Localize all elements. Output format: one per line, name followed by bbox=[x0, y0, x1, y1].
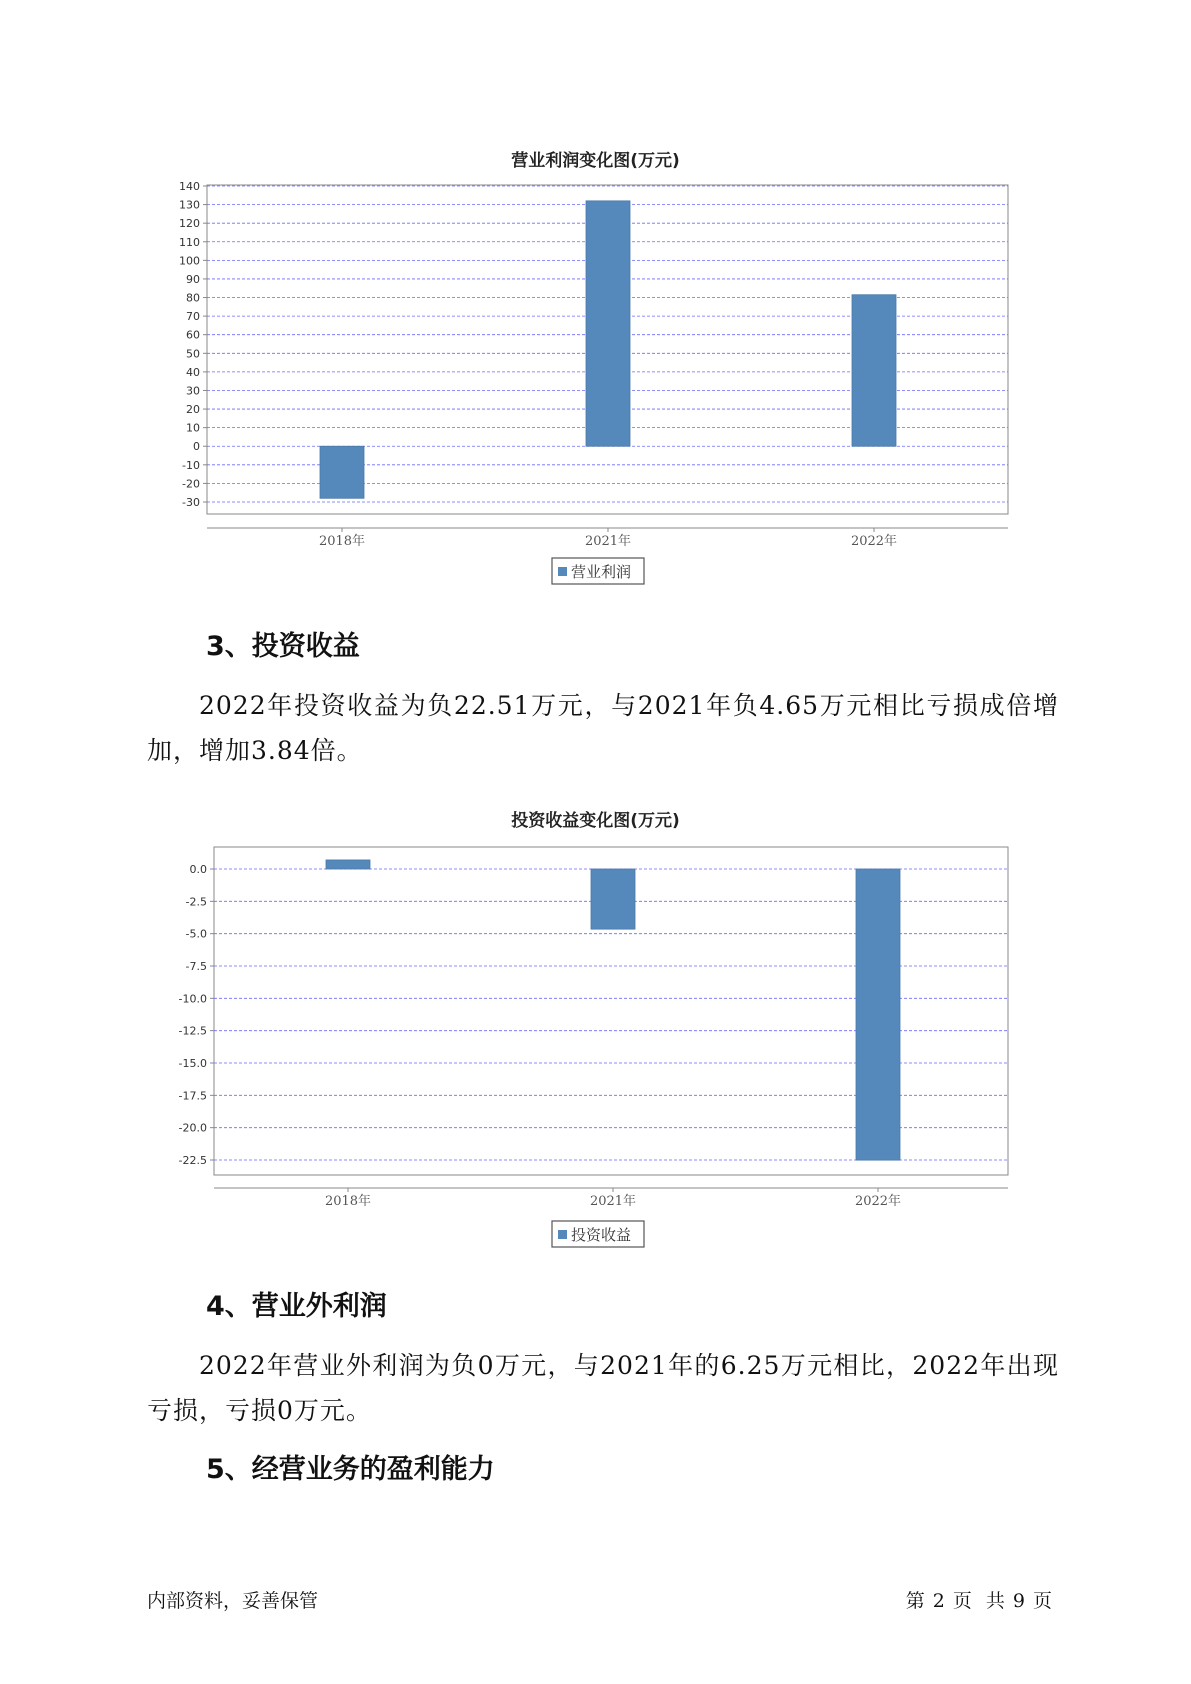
y-tick-label: 10 bbox=[186, 421, 200, 435]
section-3-heading: 3、投资收益 bbox=[206, 631, 360, 662]
y-tick-label: -5.0 bbox=[185, 927, 207, 941]
y-tick-label: 140 bbox=[179, 180, 200, 193]
y-tick-label: -20 bbox=[182, 477, 200, 491]
y-tick-label: 0 bbox=[193, 440, 200, 454]
y-tick-label: 60 bbox=[186, 328, 200, 342]
legend-label: 投资收益 bbox=[571, 1226, 632, 1244]
bar-2018年 bbox=[326, 860, 370, 869]
x-category-label: 2018年 bbox=[324, 1194, 372, 1209]
page-total: 9 bbox=[1012, 1590, 1025, 1612]
page-mid: 页 bbox=[952, 1590, 972, 1612]
legend-label: 营业利润 bbox=[571, 563, 632, 581]
chart-1-title: 营业利润变化图(万元) bbox=[511, 151, 680, 171]
footer-page-indicator bbox=[902, 1586, 1056, 1613]
page-prefix: 第 bbox=[905, 1590, 925, 1612]
section-4-heading: 4、营业外利润 bbox=[206, 1291, 387, 1322]
y-tick-label: 80 bbox=[186, 291, 200, 305]
y-tick-label: 30 bbox=[186, 384, 200, 398]
section-3-paragraph: 2022年投资收益为负22.51万元，与2021年负4.65万元相比亏损成倍增加，增加3.84倍。 bbox=[147, 691, 1059, 765]
y-tick-label: 110 bbox=[179, 235, 200, 249]
chart-2-title: 投资收益变化图(万元) bbox=[511, 811, 680, 831]
y-tick-label: -30 bbox=[182, 496, 200, 509]
y-tick-label: -17.5 bbox=[178, 1089, 207, 1103]
x-category-label: 2018年 bbox=[318, 534, 366, 549]
x-category-label: 2022年 bbox=[854, 1194, 902, 1209]
y-tick-label: -15.0 bbox=[178, 1057, 207, 1070]
page-suffix: 页 bbox=[1032, 1590, 1052, 1612]
y-tick-label: 90 bbox=[186, 272, 200, 286]
section-5-heading: 5、经营业务的盈利能力 bbox=[206, 1454, 495, 1485]
y-tick-label: 50 bbox=[186, 347, 200, 361]
y-tick-label: 40 bbox=[186, 365, 200, 379]
y-tick-label: 20 bbox=[186, 403, 200, 417]
y-tick-label: 0.0 bbox=[189, 863, 207, 876]
page-total-prefix: 共 bbox=[985, 1590, 1005, 1612]
footer-confidential-note: 内部资料，妥善保管 bbox=[147, 1590, 319, 1612]
y-tick-label: -20.0 bbox=[178, 1121, 207, 1135]
page-number: 2 bbox=[932, 1590, 945, 1612]
y-tick-label: -12.5 bbox=[178, 1024, 207, 1038]
bar-2022年 bbox=[856, 869, 900, 1160]
x-category-label: 2022年 bbox=[850, 534, 898, 549]
y-tick-label: -7.5 bbox=[185, 960, 207, 973]
x-category-label: 2021年 bbox=[584, 534, 632, 549]
y-tick-label: 100 bbox=[179, 254, 200, 268]
y-tick-label: -10.0 bbox=[178, 992, 207, 1006]
section-4-paragraph: 2022年营业外利润为负0万元，与2021年的6.25万元相比，2022年出现亏损，亏损0万元。 bbox=[147, 1351, 1059, 1425]
y-tick-label: 120 bbox=[179, 217, 200, 231]
y-tick-label: -10 bbox=[182, 458, 200, 472]
y-tick-label: 130 bbox=[179, 198, 200, 212]
y-tick-label: 70 bbox=[186, 310, 200, 324]
legend-swatch bbox=[558, 1230, 567, 1239]
x-category-label: 2021年 bbox=[589, 1194, 637, 1209]
y-tick-label: -2.5 bbox=[185, 895, 207, 909]
y-tick-label: -22.5 bbox=[178, 1154, 207, 1167]
bar-2021年 bbox=[591, 869, 635, 929]
